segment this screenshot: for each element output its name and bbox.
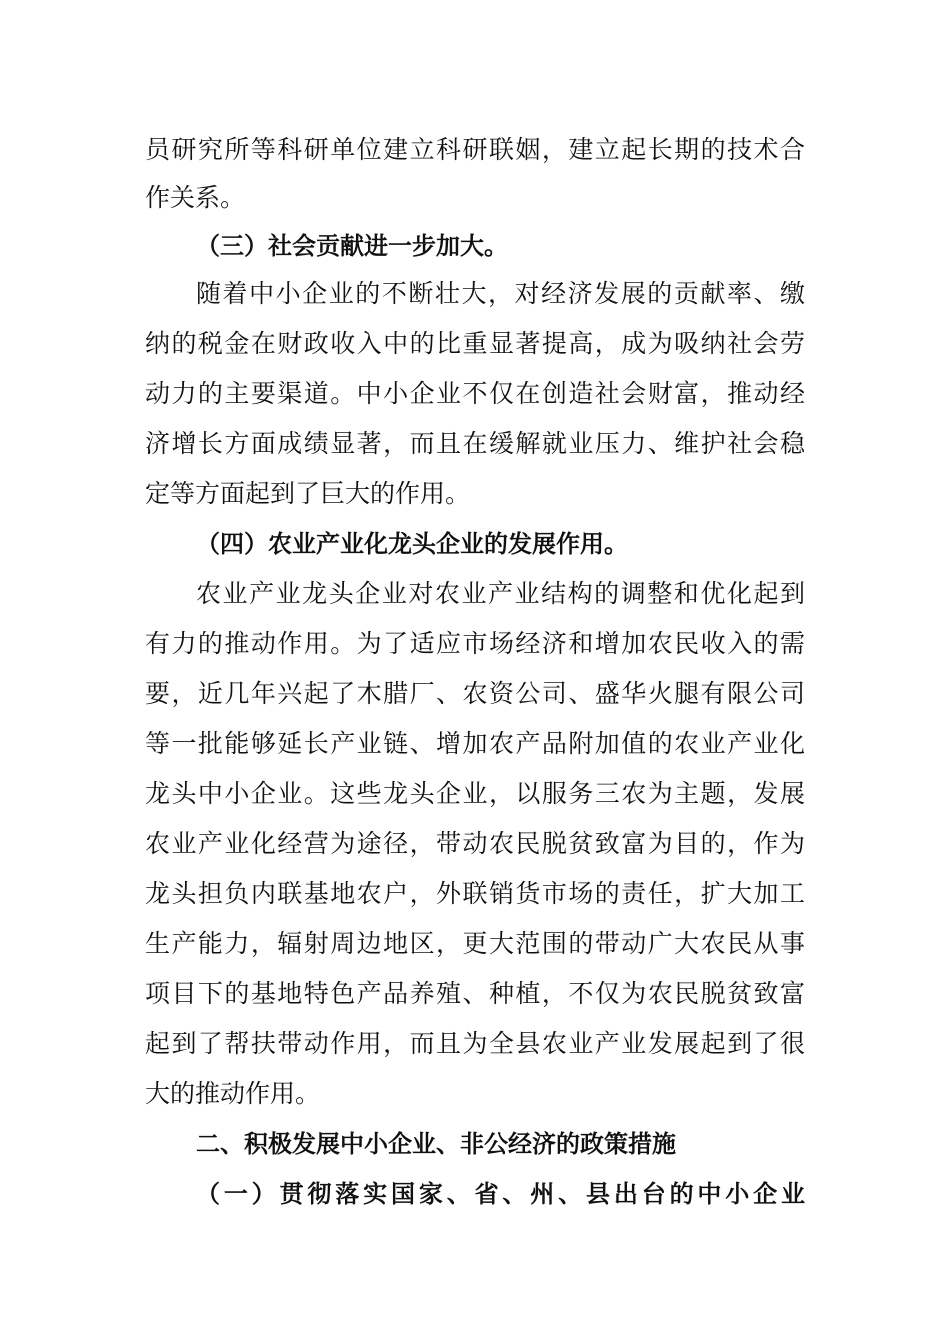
paragraph-line: 龙头中小企业。这些龙头企业，以服务三农为主题，发展 bbox=[145, 779, 805, 808]
section-heading-3: （三）社会贡献进一步加大。 bbox=[196, 232, 508, 260]
paragraph-line: 等一批能够延长产业链、增加农产品附加值的农业产业化 bbox=[145, 729, 805, 758]
paragraph-line: 纳的税金在财政收入中的比重显著提高，成为吸纳社会劳 bbox=[145, 329, 805, 358]
sub-heading-1: （一）贯彻落实国家、省、州、县出台的中小企业 bbox=[196, 1180, 805, 1208]
paragraph-line: 有力的推动作用。为了适应市场经济和增加农民收入的需 bbox=[145, 629, 805, 658]
paragraph-line: 定等方面起到了巨大的作用。 bbox=[145, 479, 471, 508]
paragraph-line: 龙头担负内联基地农户，外联销货市场的责任，扩大加工 bbox=[145, 879, 805, 908]
paragraph-line: 济增长方面成绩显著，而且在缓解就业压力、维护社会稳 bbox=[145, 429, 805, 458]
section-heading-4: （四）农业产业化龙头企业的发展作用。 bbox=[196, 530, 628, 558]
paragraph-line: 生产能力，辐射周边地区，更大范围的带动广大农民从事 bbox=[145, 929, 805, 958]
paragraph-line: 动力的主要渠道。中小企业不仅在创造社会财富，推动经 bbox=[145, 379, 805, 408]
paragraph-line: 项目下的基地特色产品养殖、种植，不仅为农民脱贫致富 bbox=[145, 979, 805, 1008]
paragraph-line: 作关系。 bbox=[145, 183, 246, 212]
paragraph-line: 随着中小企业的不断壮大，对经济发展的贡献率、缴 bbox=[196, 279, 805, 308]
paragraph-line: 员研究所等科研单位建立科研联姻，建立起长期的技术合 bbox=[145, 135, 805, 164]
paragraph-line: 大的推动作用。 bbox=[145, 1079, 321, 1108]
paragraph-line: 要，近几年兴起了木腊厂、农资公司、盛华火腿有限公司 bbox=[145, 679, 805, 708]
paragraph-line: 起到了帮扶带动作用，而且为全县农业产业发展起到了很 bbox=[145, 1029, 805, 1058]
part-heading-2: 二、积极发展中小企业、非公经济的政策措施 bbox=[196, 1130, 676, 1158]
paragraph-line: 农业产业化经营为途径，带动农民脱贫致富为目的，作为 bbox=[145, 829, 805, 858]
paragraph-line: 农业产业龙头企业对农业产业结构的调整和优化起到 bbox=[196, 579, 805, 608]
